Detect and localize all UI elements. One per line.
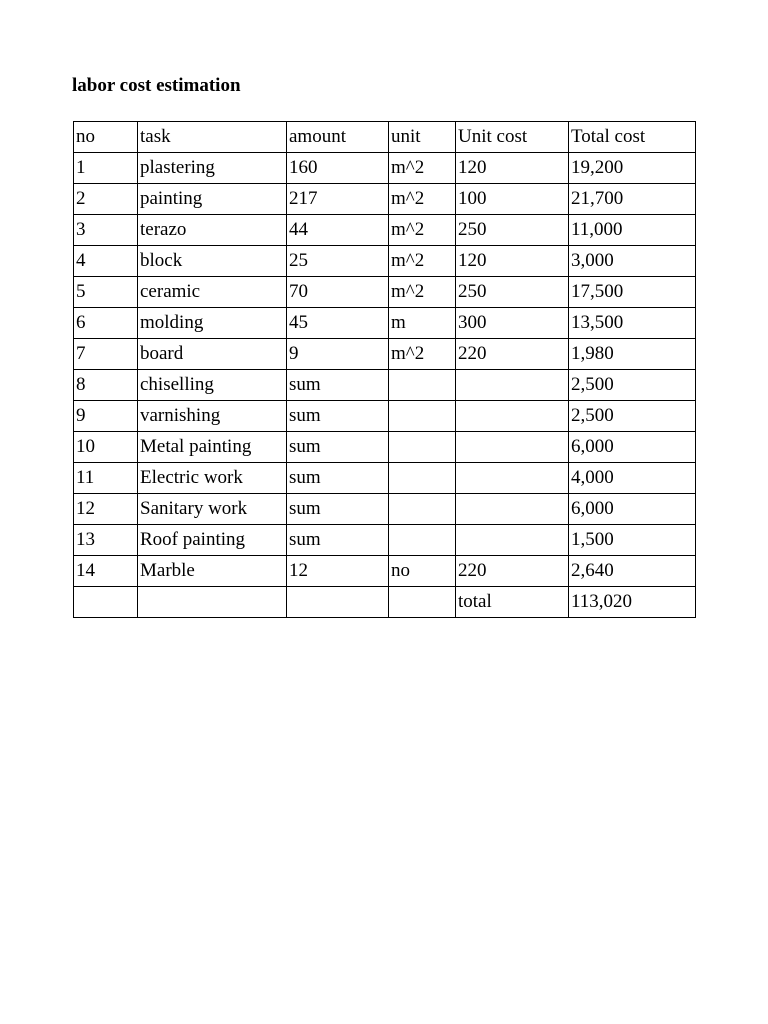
header-amount: amount — [287, 122, 389, 153]
cell-total-cost: 4,000 — [569, 463, 696, 494]
cell-unit: m^2 — [389, 153, 456, 184]
cell-no: 8 — [74, 370, 138, 401]
cell-amount: sum — [287, 525, 389, 556]
cell-unit-cost: 250 — [456, 277, 569, 308]
cell-total-cost: 2,640 — [569, 556, 696, 587]
cell-unit-cost: 250 — [456, 215, 569, 246]
document-title: labor cost estimation — [72, 75, 241, 96]
cell-unit: m^2 — [389, 339, 456, 370]
table-row — [74, 246, 696, 277]
cell-amount: 217 — [287, 184, 389, 215]
cell-amount: sum — [287, 432, 389, 463]
cell-amount: 45 — [287, 308, 389, 339]
cell-no: 2 — [74, 184, 138, 215]
cell-amount: 44 — [287, 215, 389, 246]
table-row — [74, 556, 696, 587]
cell-task: board — [138, 339, 287, 370]
cell-unit-cost — [456, 432, 569, 463]
cell-unit: m^2 — [389, 246, 456, 277]
cell-no: 5 — [74, 277, 138, 308]
cell-unit: m^2 — [389, 184, 456, 215]
cell-no: 13 — [74, 525, 138, 556]
cell-unit-cost: 100 — [456, 184, 569, 215]
cell-total-cost: 1,980 — [569, 339, 696, 370]
cell-unit: no — [389, 556, 456, 587]
cell-task: block — [138, 246, 287, 277]
header-task: task — [138, 122, 287, 153]
header-total-cost: Total cost — [569, 122, 696, 153]
cell-total-cost: 17,500 — [569, 277, 696, 308]
cell-unit — [389, 525, 456, 556]
cell-empty — [389, 587, 456, 618]
cell-no: 7 — [74, 339, 138, 370]
cell-unit: m^2 — [389, 215, 456, 246]
cell-unit: m — [389, 308, 456, 339]
cell-task: chiselling — [138, 370, 287, 401]
cell-amount: 25 — [287, 246, 389, 277]
cell-task: Electric work — [138, 463, 287, 494]
cell-no: 10 — [74, 432, 138, 463]
cell-unit — [389, 401, 456, 432]
table-row — [74, 370, 696, 401]
labor-cost-table — [73, 121, 696, 618]
cell-total-cost: 2,500 — [569, 370, 696, 401]
cell-total-cost: 1,500 — [569, 525, 696, 556]
cell-amount: sum — [287, 401, 389, 432]
table-row — [74, 401, 696, 432]
cell-total-cost: 21,700 — [569, 184, 696, 215]
cell-amount: 12 — [287, 556, 389, 587]
cell-unit-cost — [456, 370, 569, 401]
cell-no: 4 — [74, 246, 138, 277]
cell-empty — [138, 587, 287, 618]
cell-task: Roof painting — [138, 525, 287, 556]
cell-task: plastering — [138, 153, 287, 184]
cell-unit — [389, 370, 456, 401]
cell-amount: 160 — [287, 153, 389, 184]
cell-task: painting — [138, 184, 287, 215]
table-row — [74, 339, 696, 370]
cell-task: molding — [138, 308, 287, 339]
cell-unit — [389, 494, 456, 525]
cell-unit-cost: 120 — [456, 153, 569, 184]
cell-unit-cost — [456, 401, 569, 432]
header-unit-cost: Unit cost — [456, 122, 569, 153]
header-unit: unit — [389, 122, 456, 153]
cell-task: varnishing — [138, 401, 287, 432]
cell-task: terazo — [138, 215, 287, 246]
cell-no: 1 — [74, 153, 138, 184]
cell-amount: sum — [287, 370, 389, 401]
table-row — [74, 463, 696, 494]
table-row — [74, 215, 696, 246]
cell-no: 12 — [74, 494, 138, 525]
cell-unit-cost: 300 — [456, 308, 569, 339]
cell-empty — [287, 587, 389, 618]
cell-unit-cost — [456, 494, 569, 525]
cell-total-cost: 19,200 — [569, 153, 696, 184]
cell-total-cost: 3,000 — [569, 246, 696, 277]
table-row — [74, 153, 696, 184]
cell-amount: sum — [287, 494, 389, 525]
cell-task: Sanitary work — [138, 494, 287, 525]
cell-unit-cost: 220 — [456, 339, 569, 370]
cell-unit-cost: 120 — [456, 246, 569, 277]
cell-no: 9 — [74, 401, 138, 432]
table-row — [74, 494, 696, 525]
cell-amount: 9 — [287, 339, 389, 370]
cell-task: ceramic — [138, 277, 287, 308]
cell-unit-cost — [456, 525, 569, 556]
cell-total-cost: 11,000 — [569, 215, 696, 246]
table-row — [74, 308, 696, 339]
cell-total-cost: 13,500 — [569, 308, 696, 339]
cell-total-cost: 6,000 — [569, 432, 696, 463]
table-header-row — [74, 122, 696, 153]
table-row — [74, 277, 696, 308]
table-total-row — [74, 587, 696, 618]
cell-total-cost: 2,500 — [569, 401, 696, 432]
cell-no: 3 — [74, 215, 138, 246]
cell-task: Marble — [138, 556, 287, 587]
cell-total-cost: 6,000 — [569, 494, 696, 525]
table-row — [74, 184, 696, 215]
table-row — [74, 525, 696, 556]
cell-unit-cost — [456, 463, 569, 494]
cell-unit-cost: 220 — [456, 556, 569, 587]
header-no: no — [74, 122, 138, 153]
cell-unit — [389, 463, 456, 494]
table-row — [74, 432, 696, 463]
cell-empty — [74, 587, 138, 618]
cell-no: 11 — [74, 463, 138, 494]
total-value: 113,020 — [569, 587, 696, 618]
cell-amount: 70 — [287, 277, 389, 308]
cell-amount: sum — [287, 463, 389, 494]
total-label: total — [456, 587, 569, 618]
cell-unit — [389, 432, 456, 463]
cell-no: 14 — [74, 556, 138, 587]
cell-unit: m^2 — [389, 277, 456, 308]
cell-no: 6 — [74, 308, 138, 339]
cell-task: Metal painting — [138, 432, 287, 463]
